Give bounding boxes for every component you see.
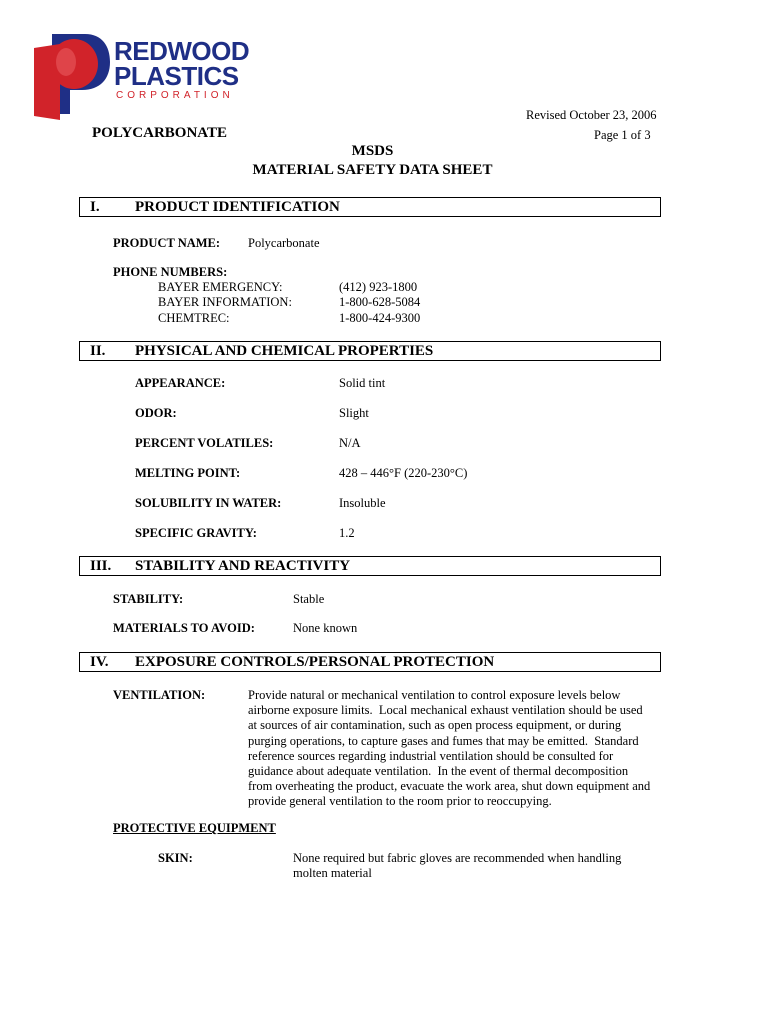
phone-label: BAYER EMERGENCY: [158, 280, 283, 294]
section-number: IV. [90, 654, 109, 670]
section-number: III. [90, 558, 112, 574]
ventilation-line: guidance about adequate ventilation. In the event of thermal decomposition [248, 764, 629, 779]
phone-value: (412) 923-1800 [339, 280, 418, 294]
ventilation-line: airborne exposure limits. Local mechanical exhaust ventilation should be used [248, 703, 643, 718]
property-label: MELTING POINT: [135, 466, 241, 480]
section-number: I. [90, 199, 100, 215]
section-title: EXPOSURE CONTROLS/PERSONAL PROTECTION [135, 654, 495, 670]
section-title: PRODUCT IDENTIFICATION [135, 199, 340, 215]
phone-numbers-label: PHONE NUMBERS: [113, 265, 228, 279]
section-header-4 [79, 652, 661, 672]
company-logo [30, 30, 260, 120]
property-value: 428 – 446°F (220-230°C) [339, 466, 468, 480]
stability-value: Stable [293, 592, 325, 606]
protective-equipment-heading: PROTECTIVE EQUIPMENT [113, 821, 276, 835]
stability-label: MATERIALS TO AVOID: [113, 621, 255, 635]
ventilation-text [248, 688, 668, 810]
section-number: II. [90, 343, 106, 359]
doc-title-msds: MSDS [351, 143, 394, 159]
property-value: N/A [339, 436, 361, 450]
product-name-value: Polycarbonate [248, 236, 320, 250]
phone-label: BAYER INFORMATION: [158, 295, 292, 309]
property-value: Insoluble [339, 496, 386, 510]
skin-line: molten material [293, 866, 372, 881]
section-title: STABILITY AND REACTIVITY [135, 558, 351, 574]
ventilation-line: at sources of air contamination, such as open process equipment, or during [248, 718, 622, 733]
section-title: PHYSICAL AND CHEMICAL PROPERTIES [135, 343, 434, 359]
property-label: SOLUBILITY IN WATER: [135, 496, 282, 510]
ventilation-line: purging operations, to capture gases and fumes that may be emitted. Standard [248, 733, 639, 748]
section-header-3 [79, 556, 661, 576]
skin-line: None required but fabric gloves are recommended when handling [293, 851, 622, 865]
product-heading: POLYCARBONATE [92, 125, 228, 141]
section-header-1 [79, 197, 661, 217]
revised-date: Revised October 23, 2006 [526, 108, 657, 122]
logo-mark-icon [30, 30, 110, 120]
property-value: 1.2 [339, 526, 355, 540]
property-label: ODOR: [135, 406, 177, 420]
ventilation-line: from overheating the product, evacuate the work area, shut down equipment and [248, 779, 651, 794]
phone-value: 1-800-424-9300 [339, 311, 421, 325]
ventilation-line: reference sources regarding industrial ventilation should be consulted for [248, 748, 614, 763]
property-label: APPEARANCE: [135, 376, 226, 390]
section-header-2 [79, 341, 661, 361]
property-label: PERCENT VOLATILES: [135, 436, 274, 450]
ventilation-label: VENTILATION: [113, 688, 206, 702]
logo-line3: CORPORATION [116, 90, 234, 101]
stability-label: STABILITY: [113, 592, 184, 606]
logo-line2: PLASTICS [114, 61, 239, 91]
phone-label: CHEMTREC: [158, 311, 230, 325]
property-value: Slight [339, 406, 369, 420]
product-name-label: PRODUCT NAME: [113, 236, 221, 250]
stability-value: None known [293, 621, 358, 635]
property-label: SPECIFIC GRAVITY: [135, 526, 257, 540]
property-value: Solid tint [339, 376, 386, 390]
page-number: Page 1 of 3 [594, 128, 651, 142]
skin-text [293, 851, 673, 881]
skin-label: SKIN: [158, 851, 193, 865]
ventilation-line: Provide natural or mechanical ventilation to control exposure levels below [248, 688, 621, 702]
phone-value: 1-800-628-5084 [339, 295, 421, 309]
doc-title-full: MATERIAL SAFETY DATA SHEET [252, 162, 493, 178]
logo-line1: REDWOOD [114, 36, 250, 66]
ventilation-line: provide general ventilation to the room prior to reoccupying. [248, 794, 552, 809]
